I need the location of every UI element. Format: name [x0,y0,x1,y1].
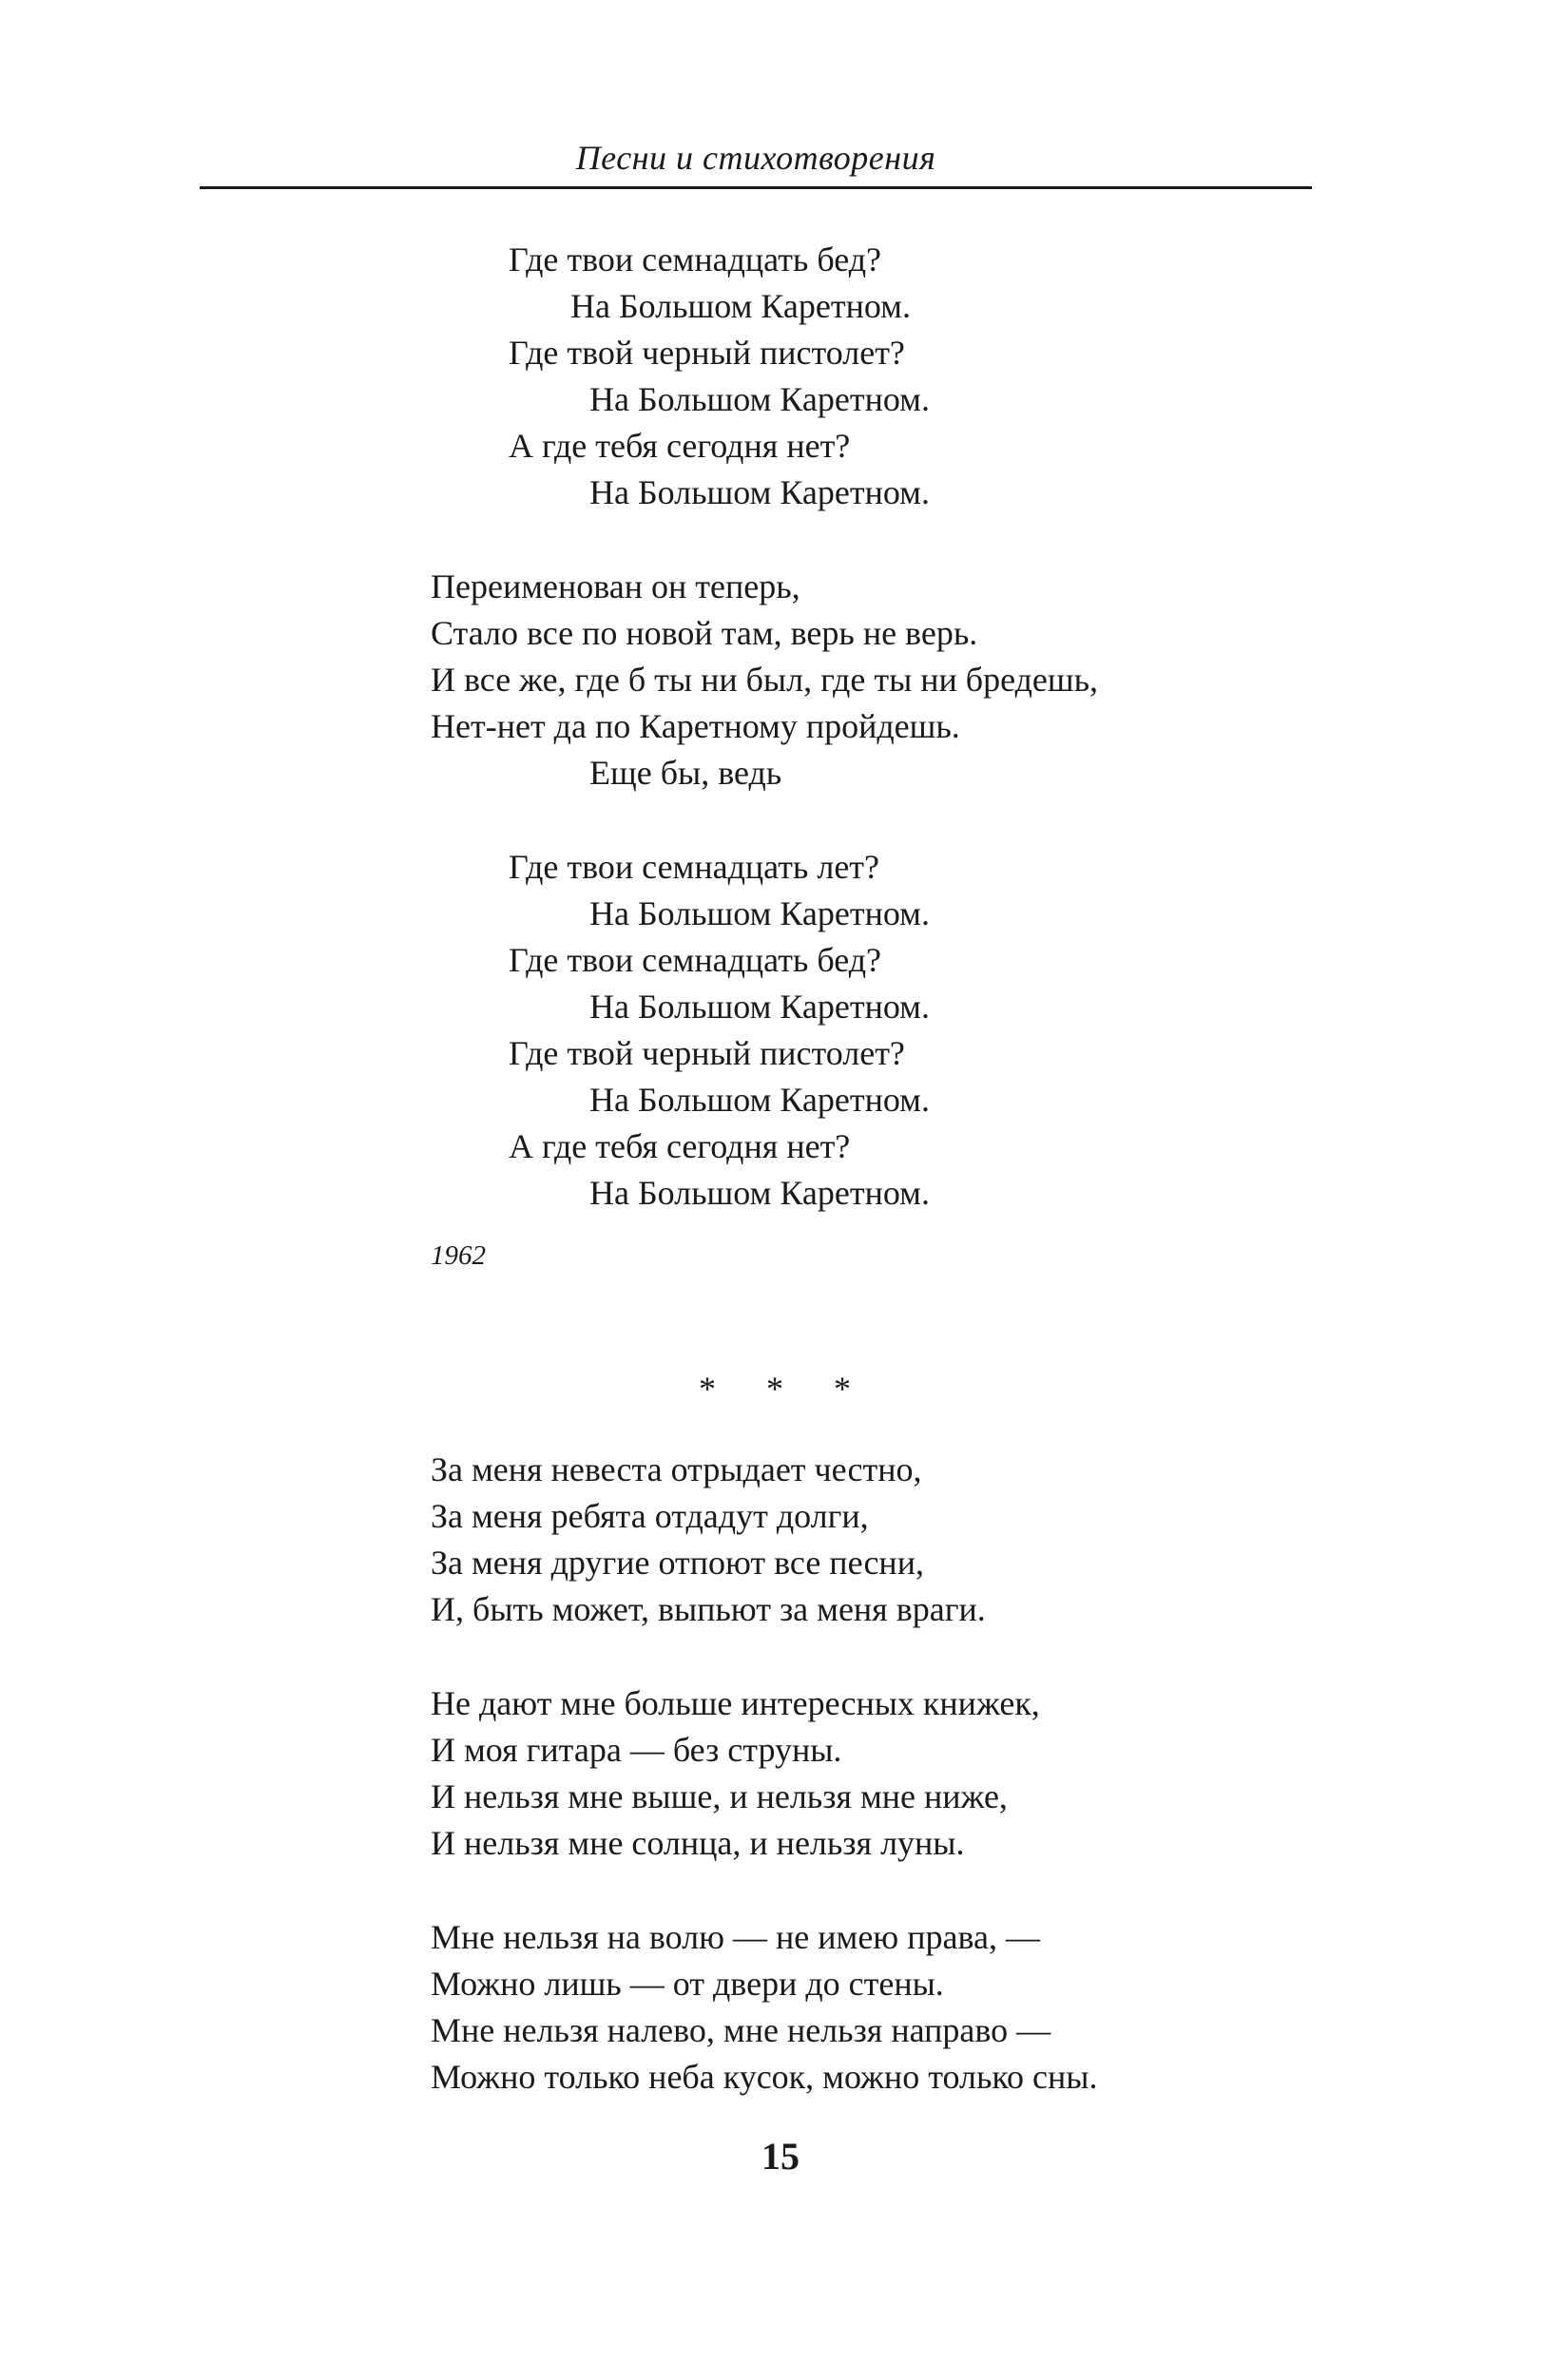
poem-line: Где твои семнадцать бед? [509,941,881,979]
header-rule [200,186,1312,189]
poem-line: Где твои семнадцать лет? [509,848,880,886]
running-header: Песни и стихотворения [575,139,936,177]
poem-line: И все же, где б ты ни был, где ты ни бредешь, [431,661,1099,699]
poem-line: За меня другие отпоют все песни, [431,1544,924,1582]
poem-line: На Большом Каретном. [589,988,930,1026]
poem-line: Еще бы, ведь [589,754,782,792]
poem-line: Стало все по новой там, верь не верь. [431,614,978,652]
poem-line: Переименован он теперь, [431,567,800,605]
poem-line: И моя гитара — без струны. [431,1731,842,1769]
poem-line: На Большом Каретном. [589,1081,930,1119]
poem-line: И нельзя мне солнца, и нельзя луны. [431,1824,965,1862]
poem-line: На Большом Каретном. [589,1174,930,1212]
poem-line: А где тебя сегодня нет? [509,427,851,465]
poem-line: Можно только неба кусок, можно только сны. [431,2058,1098,2096]
poem-line: Можно лишь — от двери до стены. [431,1965,944,2003]
poem-line: Мне нельзя на волю — не имею права, — [431,1918,1040,1956]
poem-line: Мне нельзя налево, мне нельзя направо — [431,2011,1051,2049]
page-number: 15 [761,2135,800,2178]
poem-line: Где твой черный пистолет? [509,334,905,372]
poem-line: Не дают мне больше интересных книжек, [431,1684,1040,1722]
poem-line: За меня ребята отдадут долги, [431,1497,869,1535]
poem-line: Где твои семнадцать бед? [509,240,881,278]
poem-line: А где тебя сегодня нет? [509,1127,851,1165]
poem-line: На Большом Каретном. [589,473,930,511]
poem-line: На Большом Каретном. [589,894,930,932]
poem-line: На Большом Каретном. [589,380,930,418]
poem-line: За меня невеста отрыдает честно, [431,1450,922,1488]
poem-line: Нет-нет да по Каретному пройдешь. [431,707,960,745]
poem-line: Где твой черный пистолет? [509,1034,905,1072]
section-separator: * * * [699,1370,872,1408]
poem-line: На Большом Каретном. [570,287,911,325]
poem-line: И, быть может, выпьют за меня враги. [431,1590,986,1628]
poem-line: И нельзя мне выше, и нельзя мне ниже, [431,1777,1008,1815]
poem-year: 1962 [431,1240,486,1271]
